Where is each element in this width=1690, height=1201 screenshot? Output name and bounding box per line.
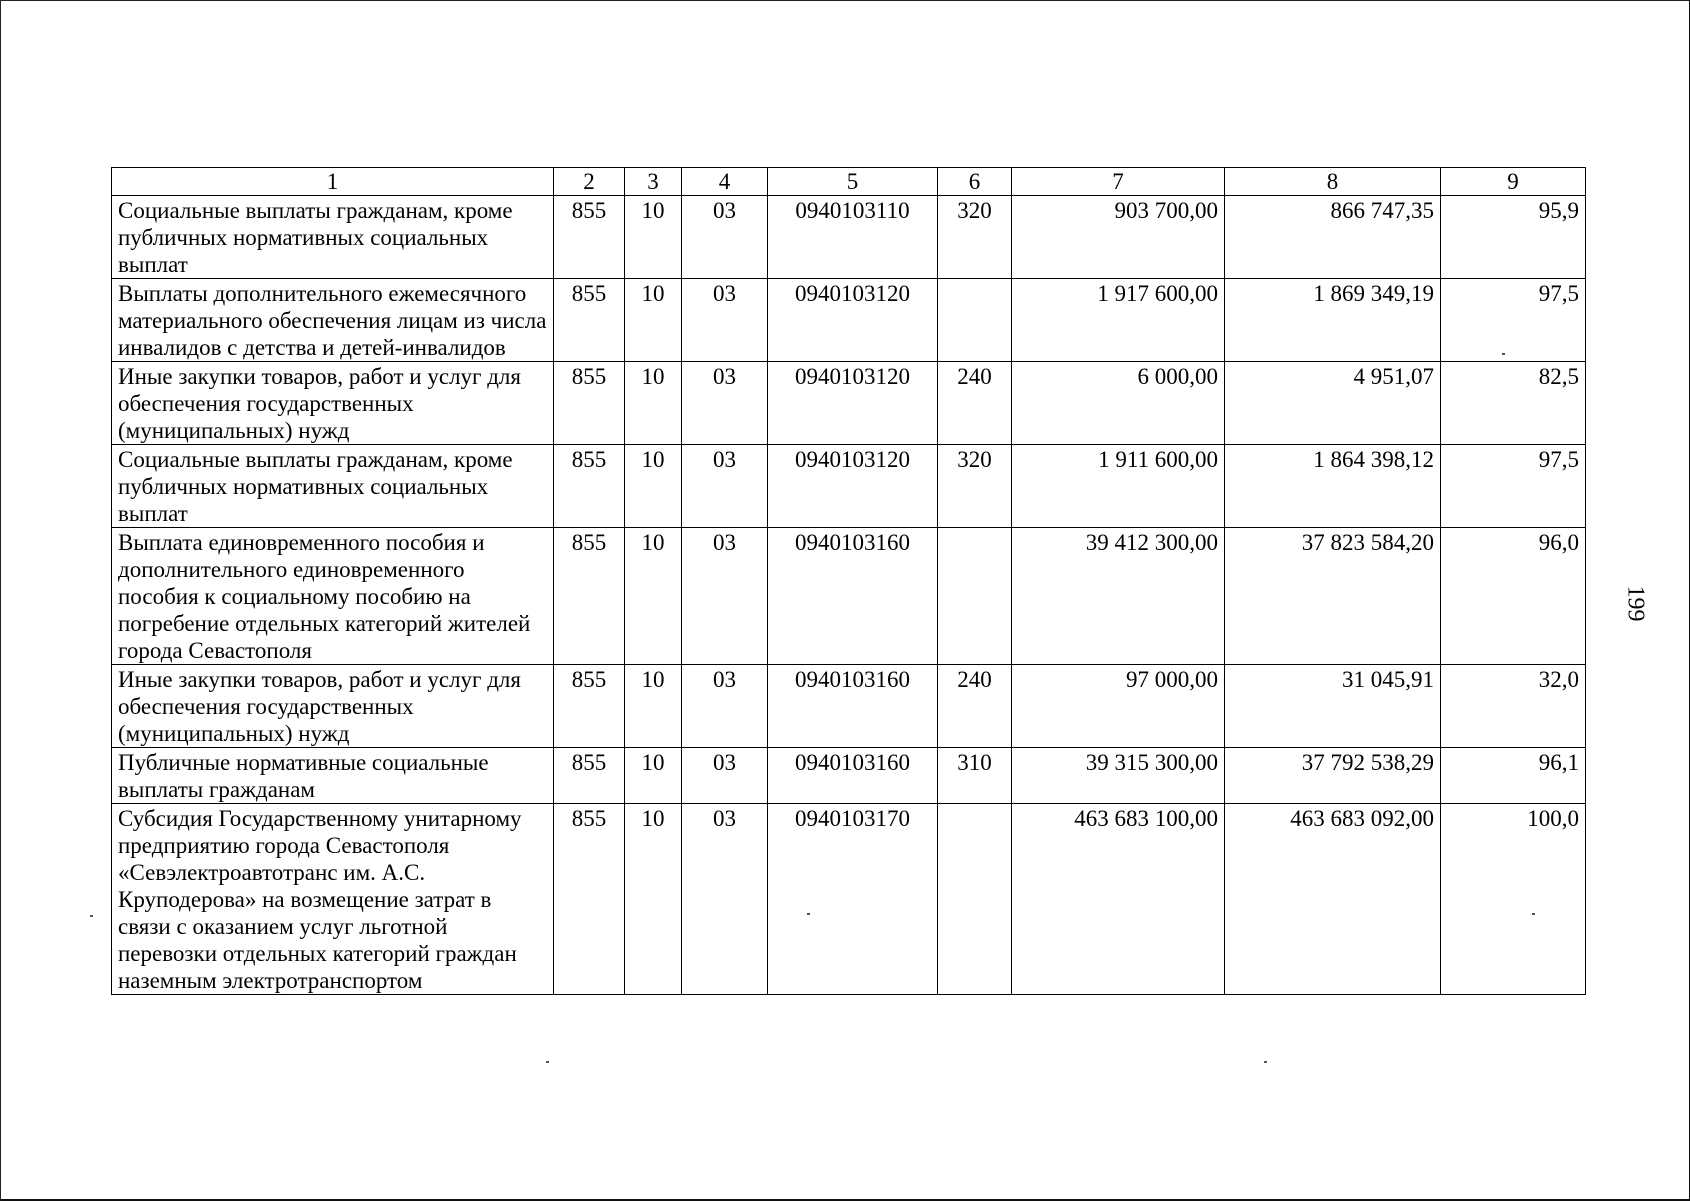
cell-col7: 6 000,00 — [1012, 362, 1225, 445]
column-header: 3 — [625, 168, 682, 196]
cell-col8: 37 792 538,29 — [1225, 748, 1441, 804]
column-header: 7 — [1012, 168, 1225, 196]
cell-col9: 96,1 — [1441, 748, 1586, 804]
cell-col4: 03 — [682, 279, 768, 362]
cell-col7: 1 911 600,00 — [1012, 445, 1225, 528]
cell-col2: 855 — [554, 445, 625, 528]
cell-col4: 03 — [682, 528, 768, 665]
page-number: 199 — [1622, 585, 1649, 622]
cell-col9: 96,0 — [1441, 528, 1586, 665]
cell-col9: 82,5 — [1441, 362, 1586, 445]
scan-speck — [546, 1061, 549, 1063]
cell-col4: 03 — [682, 196, 768, 279]
cell-col3: 10 — [625, 528, 682, 665]
column-header: 6 — [938, 168, 1012, 196]
budget-table — [111, 167, 1586, 995]
expense-name: Социальные выплаты гражданам, кроме публичных нормативных социальных выплат — [112, 196, 554, 279]
cell-col2: 855 — [554, 804, 625, 995]
cell-col9: 32,0 — [1441, 665, 1586, 748]
cell-col9: 97,5 — [1441, 445, 1586, 528]
cell-col6 — [938, 528, 1012, 665]
cell-col3: 10 — [625, 665, 682, 748]
cell-col8: 866 747,35 — [1225, 196, 1441, 279]
cell-col5: 0940103160 — [768, 528, 938, 665]
cell-col3: 10 — [625, 196, 682, 279]
cell-col9: 95,9 — [1441, 196, 1586, 279]
cell-col7: 903 700,00 — [1012, 196, 1225, 279]
cell-col9: 97,5 — [1441, 279, 1586, 362]
scan-speck — [1502, 353, 1505, 355]
table-row — [112, 279, 1586, 362]
column-header: 8 — [1225, 168, 1441, 196]
cell-col2: 855 — [554, 196, 625, 279]
table-row — [112, 362, 1586, 445]
cell-col8: 1 869 349,19 — [1225, 279, 1441, 362]
cell-col6 — [938, 804, 1012, 995]
cell-col7: 39 412 300,00 — [1012, 528, 1225, 665]
column-header: 5 — [768, 168, 938, 196]
cell-col6: 240 — [938, 665, 1012, 748]
expense-name: Иные закупки товаров, работ и услуг для обеспечения государственных (муниципальных) нужд — [112, 362, 554, 445]
cell-col2: 855 — [554, 362, 625, 445]
cell-col5: 0940103120 — [768, 279, 938, 362]
cell-col6: 320 — [938, 196, 1012, 279]
table-row — [112, 528, 1586, 665]
cell-col8: 37 823 584,20 — [1225, 528, 1441, 665]
header-row — [112, 168, 1586, 196]
cell-col6: 240 — [938, 362, 1012, 445]
column-header: 9 — [1441, 168, 1586, 196]
cell-col5: 0940103160 — [768, 748, 938, 804]
cell-col6: 320 — [938, 445, 1012, 528]
column-header: 4 — [682, 168, 768, 196]
table-row — [112, 665, 1586, 748]
cell-col7: 39 315 300,00 — [1012, 748, 1225, 804]
expense-name: Выплаты дополнительного ежемесячного материального обеспечения лицам из числа инвалидов с детства и детей-инвалидов — [112, 279, 554, 362]
cell-col2: 855 — [554, 665, 625, 748]
column-header: 2 — [554, 168, 625, 196]
scan-speck — [807, 913, 810, 915]
expense-name: Социальные выплаты гражданам, кроме публичных нормативных социальных выплат — [112, 445, 554, 528]
column-header: 1 — [112, 168, 554, 196]
cell-col3: 10 — [625, 279, 682, 362]
table-row — [112, 196, 1586, 279]
cell-col2: 855 — [554, 279, 625, 362]
scan-speck — [1264, 1061, 1267, 1063]
cell-col3: 10 — [625, 804, 682, 995]
cell-col5: 0940103110 — [768, 196, 938, 279]
cell-col2: 855 — [554, 748, 625, 804]
cell-col8: 1 864 398,12 — [1225, 445, 1441, 528]
cell-col7: 1 917 600,00 — [1012, 279, 1225, 362]
expense-name: Выплата единовременного пособия и дополнительного единовременного пособия к социальному пособию на погребение отдельных категорий жителей города Севастополя — [112, 528, 554, 665]
cell-col3: 10 — [625, 748, 682, 804]
cell-col2: 855 — [554, 528, 625, 665]
cell-col4: 03 — [682, 362, 768, 445]
cell-col4: 03 — [682, 804, 768, 995]
cell-col8: 31 045,91 — [1225, 665, 1441, 748]
cell-col3: 10 — [625, 445, 682, 528]
expense-name: Субсидия Государственному унитарному предприятию города Севастополя «Севэлектроавтотранс им. А.С. Круподерова» на возмещение затрат в связи с оказанием услуг льготной перевозки отдельных категорий граждан наземным электротранспортом — [112, 804, 554, 995]
cell-col8: 463 683 092,00 — [1225, 804, 1441, 995]
cell-col6: 310 — [938, 748, 1012, 804]
table-row — [112, 748, 1586, 804]
cell-col6 — [938, 279, 1012, 362]
cell-col9: 100,0 — [1441, 804, 1586, 995]
scan-speck — [1532, 913, 1535, 915]
cell-col5: 0940103120 — [768, 362, 938, 445]
cell-col4: 03 — [682, 665, 768, 748]
cell-col3: 10 — [625, 362, 682, 445]
scan-speck — [90, 915, 93, 917]
table-row — [112, 804, 1586, 995]
cell-col4: 03 — [682, 748, 768, 804]
expense-name: Иные закупки товаров, работ и услуг для обеспечения государственных (муниципальных) нужд — [112, 665, 554, 748]
cell-col7: 463 683 100,00 — [1012, 804, 1225, 995]
cell-col8: 4 951,07 — [1225, 362, 1441, 445]
cell-col4: 03 — [682, 445, 768, 528]
table-row — [112, 445, 1586, 528]
cell-col5: 0940103120 — [768, 445, 938, 528]
cell-col5: 0940103170 — [768, 804, 938, 995]
cell-col5: 0940103160 — [768, 665, 938, 748]
cell-col7: 97 000,00 — [1012, 665, 1225, 748]
expense-name: Публичные нормативные социальные выплаты гражданам — [112, 748, 554, 804]
